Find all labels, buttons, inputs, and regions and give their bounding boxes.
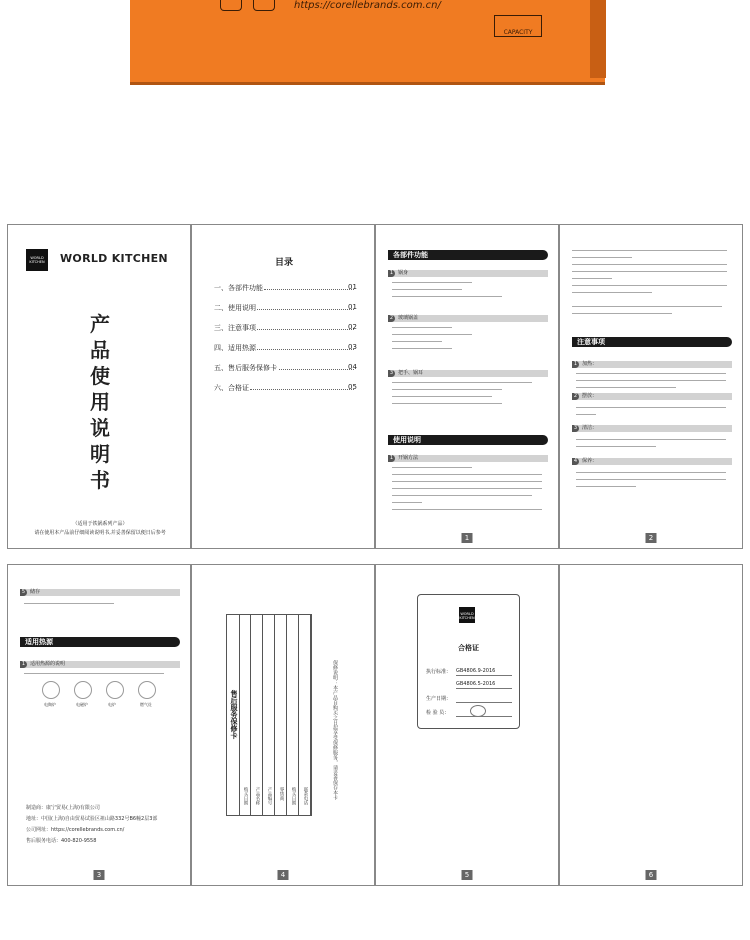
section-bar-usage: 使用说明 xyxy=(388,435,548,445)
warranty-title: 售后服务保修卡 xyxy=(230,690,238,739)
sub-bar-storage: 5 储存 xyxy=(20,589,180,596)
product-box-photo xyxy=(130,0,605,85)
box-icon-1 xyxy=(220,0,242,11)
heat-source-icon xyxy=(106,681,124,699)
cover-panel xyxy=(7,224,191,549)
heat-source-label: 电陶炉 xyxy=(44,702,56,707)
sub-bar-handle: 3 把手、锅耳 xyxy=(388,370,548,377)
page-number-4: 4 xyxy=(278,870,289,880)
toc-item-label: 四、适用热源 xyxy=(214,344,256,352)
cover-title-char: 品 xyxy=(90,338,110,362)
page-4-panel xyxy=(191,564,375,886)
warranty-column-label: 产品名称 xyxy=(255,787,260,805)
sub-bar-maintenance: 4 保养： xyxy=(572,458,732,465)
product-box-side xyxy=(590,0,606,78)
certificate-card xyxy=(417,594,520,729)
inspection-stamp xyxy=(470,705,486,717)
cover-title xyxy=(88,311,112,493)
warranty-column-label: 零售商 xyxy=(279,787,284,801)
cover-title-char: 明 xyxy=(90,442,110,466)
page-3-panel xyxy=(7,564,191,886)
cover-note: 请在使用本产品前仔细阅读说明书,并妥善保留以便日后参考 xyxy=(34,530,166,536)
page-number-6: 6 xyxy=(646,870,657,880)
page-5-panel xyxy=(375,564,559,886)
heat-source-label: 电炉 xyxy=(108,702,116,707)
toc-item-page: 04 xyxy=(348,363,357,371)
toc-item-page: 05 xyxy=(348,383,357,391)
sub-bar-placement: 2 摆放： xyxy=(572,393,732,400)
sub-bar-lid: 2 玻璃锅盖 xyxy=(388,315,548,322)
certificate-title: 合格证 xyxy=(458,644,479,652)
certificate-row-label: 生产日期： xyxy=(426,696,452,702)
heat-source-label: 燃气灶 xyxy=(140,702,152,707)
section-bar-parts: 各部件功能 xyxy=(388,250,548,260)
company-info-line: 制造商：康宁贸易(上海)有限公司 xyxy=(26,805,100,811)
cover-title-char: 说 xyxy=(90,416,110,440)
certificate-row-label: 执行标准： xyxy=(426,669,452,675)
toc-item-label: 二、使用说明 xyxy=(214,304,256,312)
page-number-5: 5 xyxy=(462,870,473,880)
toc-panel xyxy=(191,224,375,549)
certificate-row-value: GB4806.9-2016 xyxy=(456,668,512,676)
sub-bar-body: 1 锅身 xyxy=(388,270,548,277)
cover-title-char: 使 xyxy=(90,364,110,388)
page-2-panel xyxy=(559,224,743,549)
sub-bar-heat-desc: 1 适用热源的说明 xyxy=(20,661,180,668)
certificate-row-value: GB4806.5-2016 xyxy=(456,681,512,689)
heat-source-icon xyxy=(42,681,60,699)
toc-item-label: 一、各部件功能 xyxy=(214,284,263,292)
section-bar-notes: 注意事项 xyxy=(572,337,732,347)
company-info-line: 售后服务电话：400-820-9558 xyxy=(26,838,97,844)
brand-logo: WORLD KITCHEN xyxy=(26,249,48,271)
warranty-table xyxy=(226,614,312,816)
toc-item-page: 01 xyxy=(348,283,357,291)
box-icon-2 xyxy=(253,0,275,11)
warranty-column-label: 产品编号 xyxy=(267,787,272,805)
page-number-3: 3 xyxy=(94,870,105,880)
certificate-row-label: 检 验 员： xyxy=(426,710,450,716)
toc-item-page: 03 xyxy=(348,343,357,351)
cover-title-char: 书 xyxy=(90,468,110,492)
sub-bar-cleaning: 3 清洁： xyxy=(572,425,732,432)
company-info-line: 公司网址：https://corellebrands.com.cn/ xyxy=(26,827,125,833)
cover-title-char: 用 xyxy=(90,390,110,414)
warranty-column-label: 购买日期 xyxy=(243,787,248,805)
page-1-panel xyxy=(375,224,559,549)
warranty-note: 保修说明：本产品自购买之日起享受保修服务，请妥善保存本卡 xyxy=(332,660,338,800)
sub-bar-seasoning: 1 开锅方法 xyxy=(388,455,548,462)
certificate-logo: WORLD KITCHEN xyxy=(459,607,475,623)
cover-title-char: 产 xyxy=(90,312,110,336)
certificate-row-value xyxy=(456,695,512,703)
toc-title: 目录 xyxy=(274,258,293,268)
toc-item-label: 六、合格证 xyxy=(214,384,249,392)
warranty-column-label: 联系电话 xyxy=(303,787,308,805)
page-6-panel xyxy=(559,564,743,886)
heat-source-icon xyxy=(74,681,92,699)
sub-bar-heating: 1 加热： xyxy=(572,361,732,368)
warranty-column-label: 购买日期 xyxy=(291,787,296,805)
section-bar-heat-sources: 适用热源 xyxy=(20,637,180,647)
page-number-2: 2 xyxy=(646,533,657,543)
heat-source-icon xyxy=(138,681,156,699)
toc-item-page: 02 xyxy=(348,323,357,331)
page-number-1: 1 xyxy=(462,533,473,543)
toc-item-page: 01 xyxy=(348,303,357,311)
toc-item-label: 五、售后服务保修卡 xyxy=(214,364,277,372)
heat-source-label: 电磁炉 xyxy=(76,702,88,707)
company-info-line: 地址：中国(上海)自由贸易试验区祖山路332号B6幢2层3部 xyxy=(26,816,158,822)
box-capacity-label: CAPACITY xyxy=(494,15,542,37)
cover-subtitle: （适用于铁锅系列产品） xyxy=(72,521,128,527)
toc-item-label: 三、注意事项 xyxy=(214,324,256,332)
box-url-text: https://corellebrands.com.cn/ xyxy=(294,0,441,11)
brand-name: WORLD KITCHEN xyxy=(60,252,168,265)
